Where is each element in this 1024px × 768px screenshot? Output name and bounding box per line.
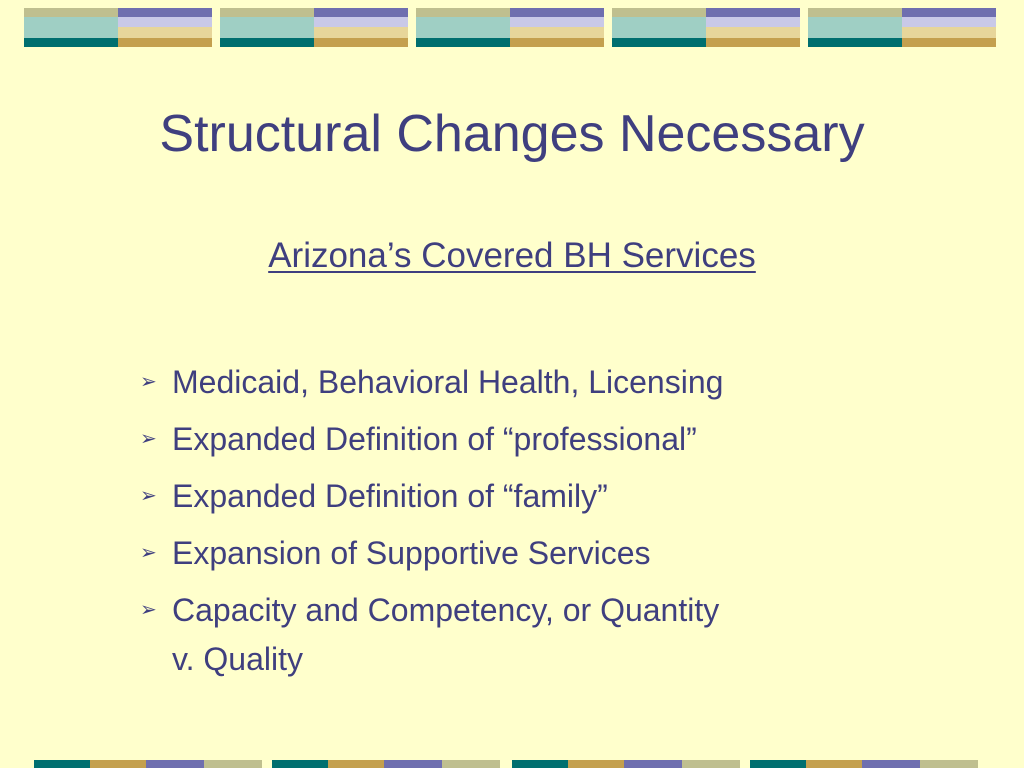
decorative-stripe: [220, 8, 314, 17]
bullet-list: [140, 358, 900, 692]
decorative-stripe: [34, 760, 90, 768]
decorative-stripe: [706, 17, 800, 27]
decorative-stripe: [512, 760, 568, 768]
decorative-stripe: [862, 760, 920, 768]
decorative-stripe: [612, 38, 706, 47]
decorative-stripe: [808, 8, 902, 17]
decorative-stripe: [416, 8, 510, 17]
decorative-stripe: [314, 8, 408, 17]
decorative-stripe: [118, 17, 212, 27]
decorative-stripe: [806, 760, 862, 768]
decorative-stripe: [24, 17, 118, 38]
decorative-stripe: [612, 17, 706, 38]
decorative-stripe: [706, 27, 800, 38]
bullet-item: [140, 529, 900, 578]
top-decorative-block: [612, 8, 800, 47]
decorative-stripe: [314, 38, 408, 47]
decorative-stripe: [624, 760, 682, 768]
decorative-stripe: [204, 760, 262, 768]
decorative-stripe: [272, 760, 328, 768]
decorative-stripe: [902, 8, 996, 17]
bullet-arrow-icon: ➢: [140, 428, 157, 450]
decorative-stripe: [314, 17, 408, 27]
bullet-text: Expansion of Supportive Services: [172, 535, 651, 571]
decorative-stripe: [510, 8, 604, 17]
decorative-stripe: [118, 38, 212, 47]
decorative-stripe: [902, 17, 996, 27]
decorative-stripe: [118, 27, 212, 38]
decorative-stripe: [808, 17, 902, 38]
bullet-arrow-icon: ➢: [140, 371, 157, 393]
bullet-item: [140, 472, 900, 521]
decorative-stripe: [24, 38, 118, 47]
top-decorative-block: [24, 8, 212, 47]
bullet-item: [140, 586, 732, 684]
decorative-stripe: [510, 17, 604, 27]
bullet-item: [140, 358, 900, 407]
top-decorative-block: [220, 8, 408, 47]
bottom-decorative-band: [0, 756, 1024, 768]
bullet-text: Capacity and Competency, or Quantity v. Quality: [172, 592, 720, 677]
decorative-stripe: [90, 760, 146, 768]
decorative-stripe: [146, 760, 204, 768]
decorative-stripe: [24, 8, 118, 17]
decorative-stripe: [750, 760, 806, 768]
bullet-text: Medicaid, Behavioral Health, Licensing: [172, 364, 724, 400]
decorative-stripe: [416, 17, 510, 38]
bullet-item: [140, 415, 900, 464]
decorative-stripe: [510, 27, 604, 38]
slide-title: Structural Changes Necessary: [159, 105, 865, 163]
decorative-stripe: [328, 760, 384, 768]
decorative-stripe: [682, 760, 740, 768]
slide-subtitle: Arizona’s Covered BH Services: [268, 236, 756, 275]
decorative-stripe: [902, 38, 996, 47]
bullet-arrow-icon: ➢: [140, 542, 157, 564]
decorative-stripe: [612, 8, 706, 17]
top-decorative-block: [808, 8, 996, 47]
decorative-stripe: [118, 8, 212, 17]
decorative-stripe: [706, 38, 800, 47]
decorative-stripe: [384, 760, 442, 768]
decorative-stripe: [808, 38, 902, 47]
decorative-stripe: [220, 17, 314, 38]
decorative-stripe: [902, 27, 996, 38]
decorative-stripe: [510, 38, 604, 47]
bullet-text: Expanded Definition of “family”: [172, 478, 608, 514]
bullet-text: Expanded Definition of “professional”: [172, 421, 697, 457]
decorative-stripe: [416, 38, 510, 47]
top-decorative-band: [0, 0, 1024, 56]
decorative-stripe: [442, 760, 500, 768]
decorative-stripe: [220, 38, 314, 47]
decorative-stripe: [568, 760, 624, 768]
bullet-arrow-icon: ➢: [140, 599, 157, 621]
decorative-stripe: [706, 8, 800, 17]
bullet-arrow-icon: ➢: [140, 485, 157, 507]
top-decorative-block: [416, 8, 604, 47]
decorative-stripe: [314, 27, 408, 38]
decorative-stripe: [920, 760, 978, 768]
